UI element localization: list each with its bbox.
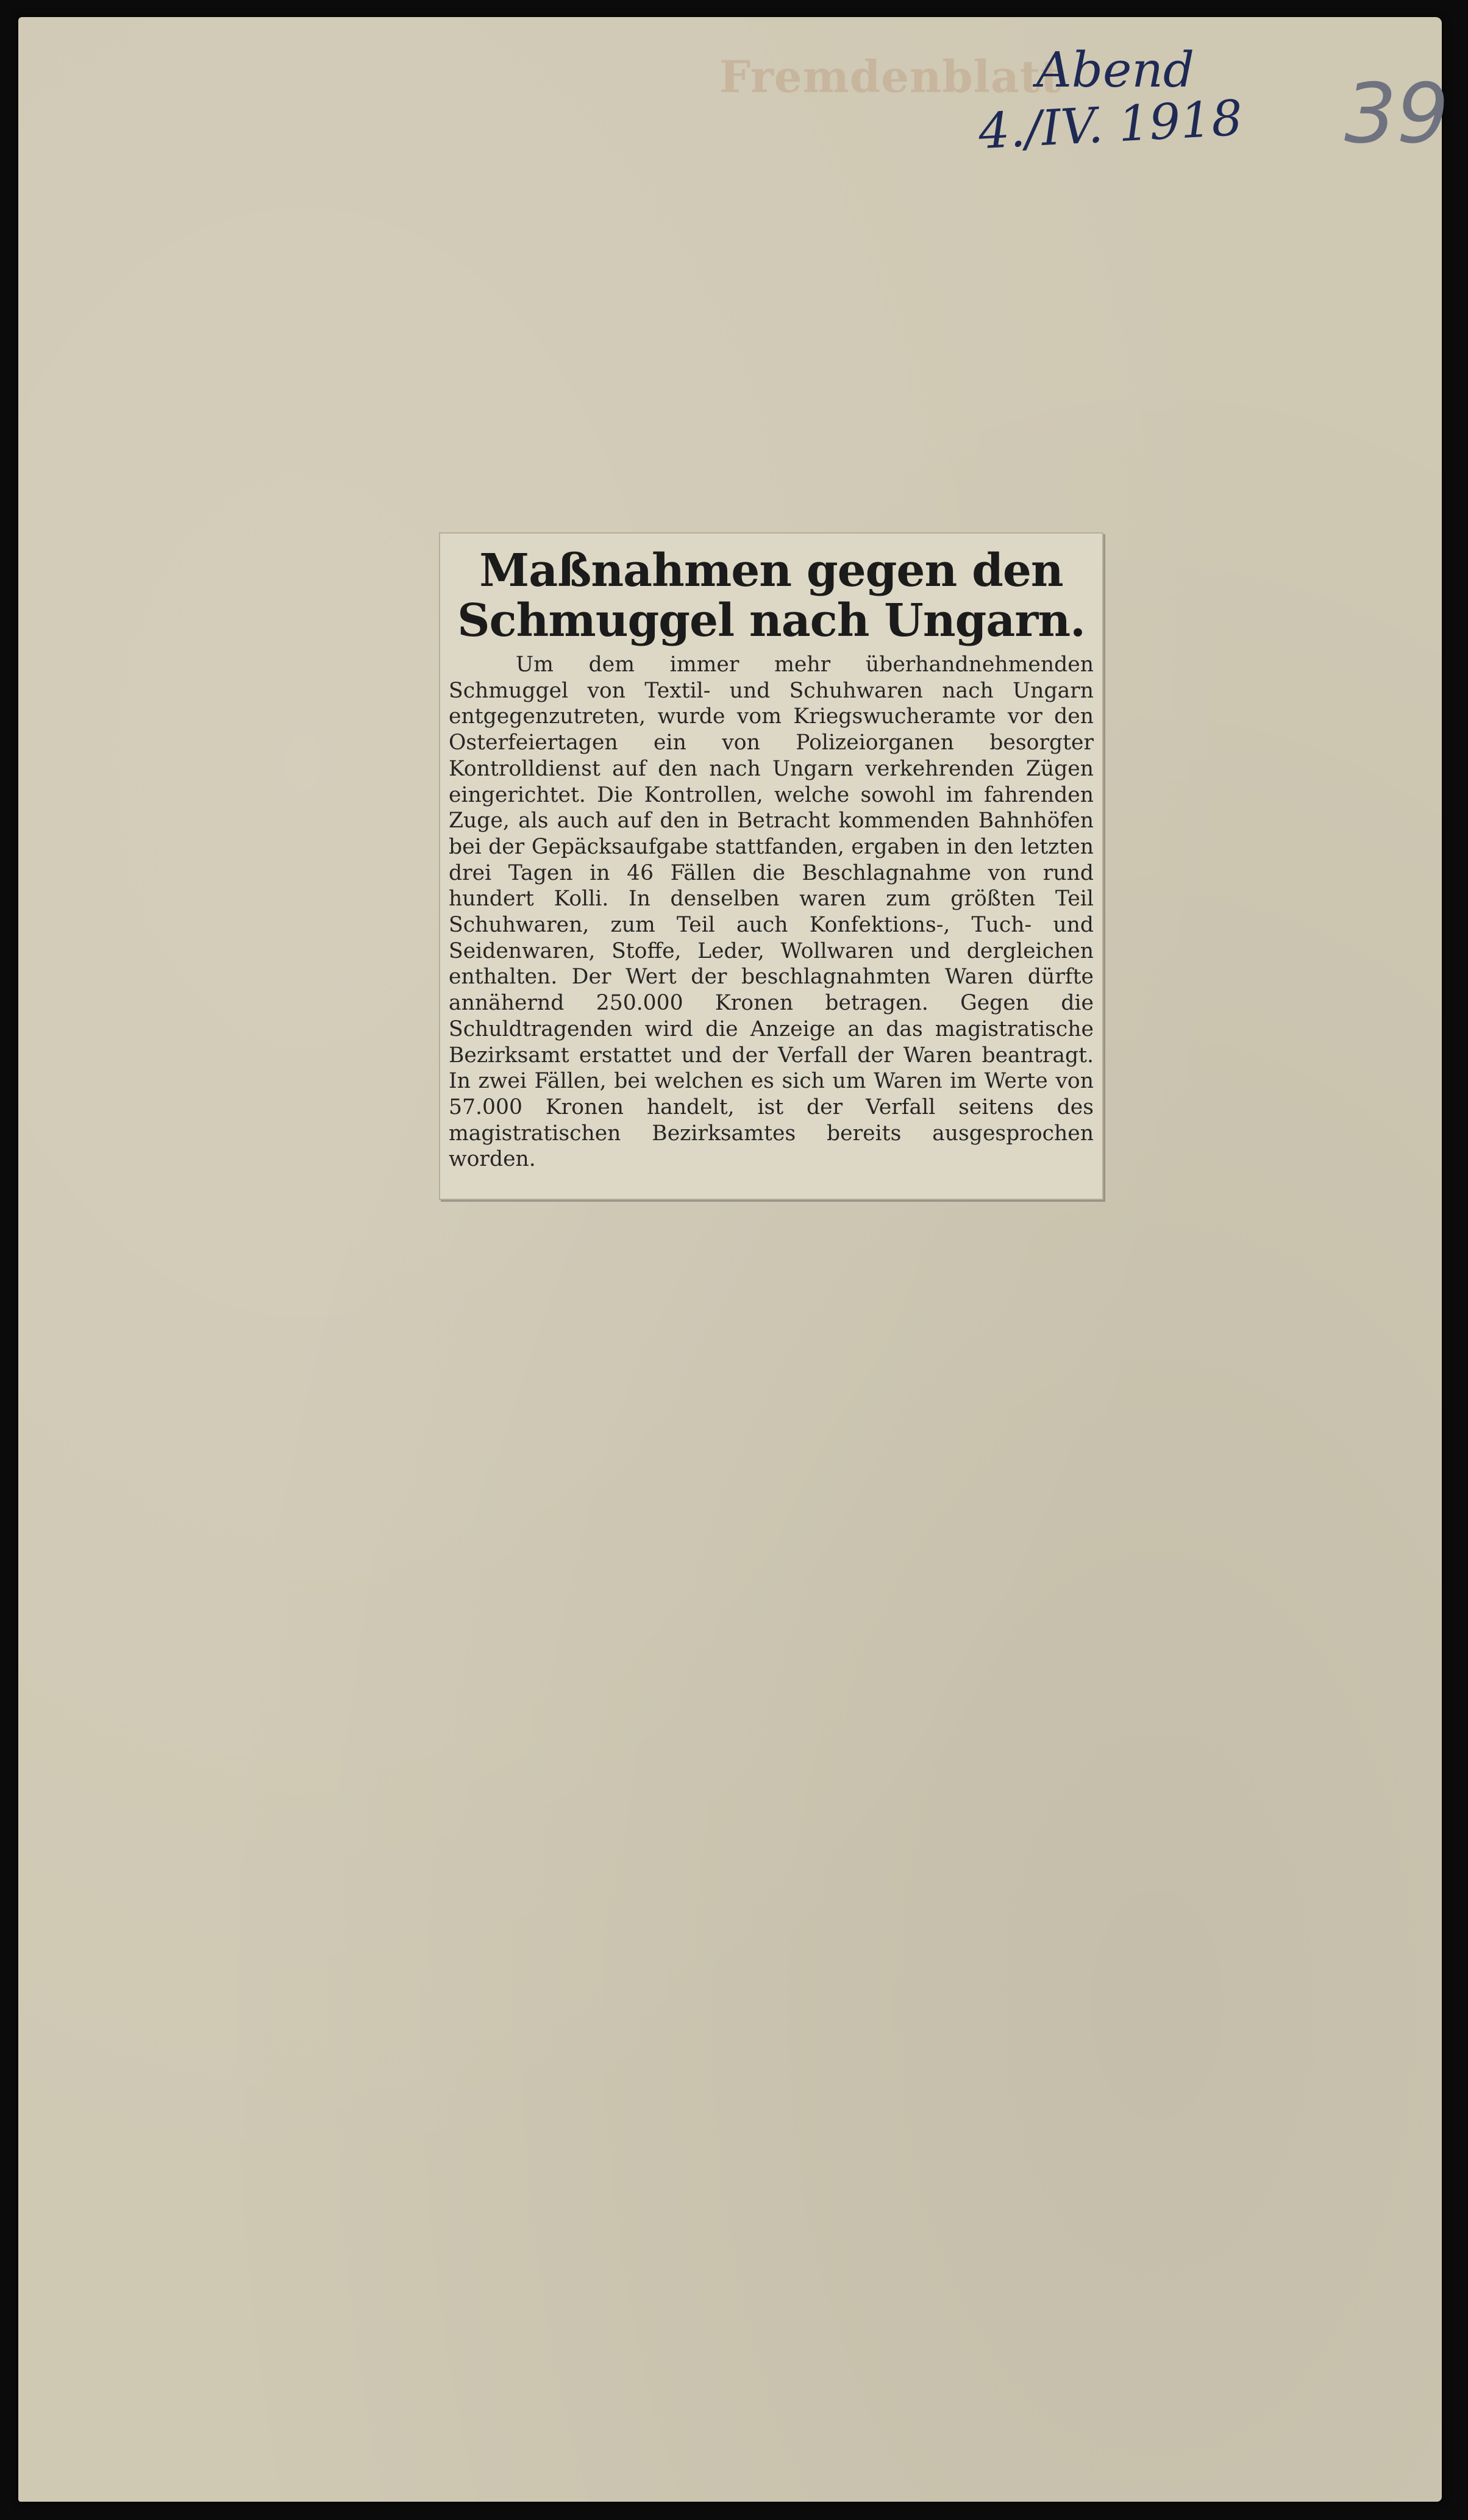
article-title: Maßnahmen gegen den Schmuggel nach Ungarn. <box>457 544 1085 647</box>
handwritten-edition: Abend <box>1036 41 1195 98</box>
newspaper-stamp: Fremdenblatt <box>719 51 1062 102</box>
article-body: Um dem immer mehr überhandnehmenden Schmuggel von Textil- und Schuhwaren nach Ungarn entgegenzutreten, wurde vom Kriegswucheramte vor den Osterfeiertagen ein von Polizeiorganen besorgter Kontrolldienst auf den nach Ungarn verkehrenden Zügen eingerichtet. Die Kontrollen, welche sowohl im fahrenden Zuge, als auch auf den in Betracht kommenden Bahnhöfen bei der Gepäcksaufgabe stattfanden, ergaben in den letzten drei Tagen in 46 Fällen die Beschlagnahme von rund hundert Kolli. In denselben waren zum größten Teil Schuhwaren, zum Teil auch Konfektions-, Tuch- und Seidenwaren, Stoffe, Leder, Wollwaren und dergleichen enthalten. Der Wert der beschlagnahmten Waren dürfte annähernd 250.000 Kronen betragen. Gegen die Schuldtragenden wird die Anzeige an das magistratische Bezirksamt erstattet und der Verfall der Waren beantragt. In zwei Fällen, bei welchen es sich um Waren im Werte von 57.000 Kronen handelt, ist der Verfall seitens des magistratischen Bezirksamtes bereits ausgesprochen worden. <box>449 652 1094 1172</box>
archive-sheet <box>18 17 1449 2502</box>
page-number: 39 <box>1344 66 1449 162</box>
handwritten-date: 4./IV. 1918 <box>977 89 1244 160</box>
newspaper-clipping <box>439 532 1103 1200</box>
